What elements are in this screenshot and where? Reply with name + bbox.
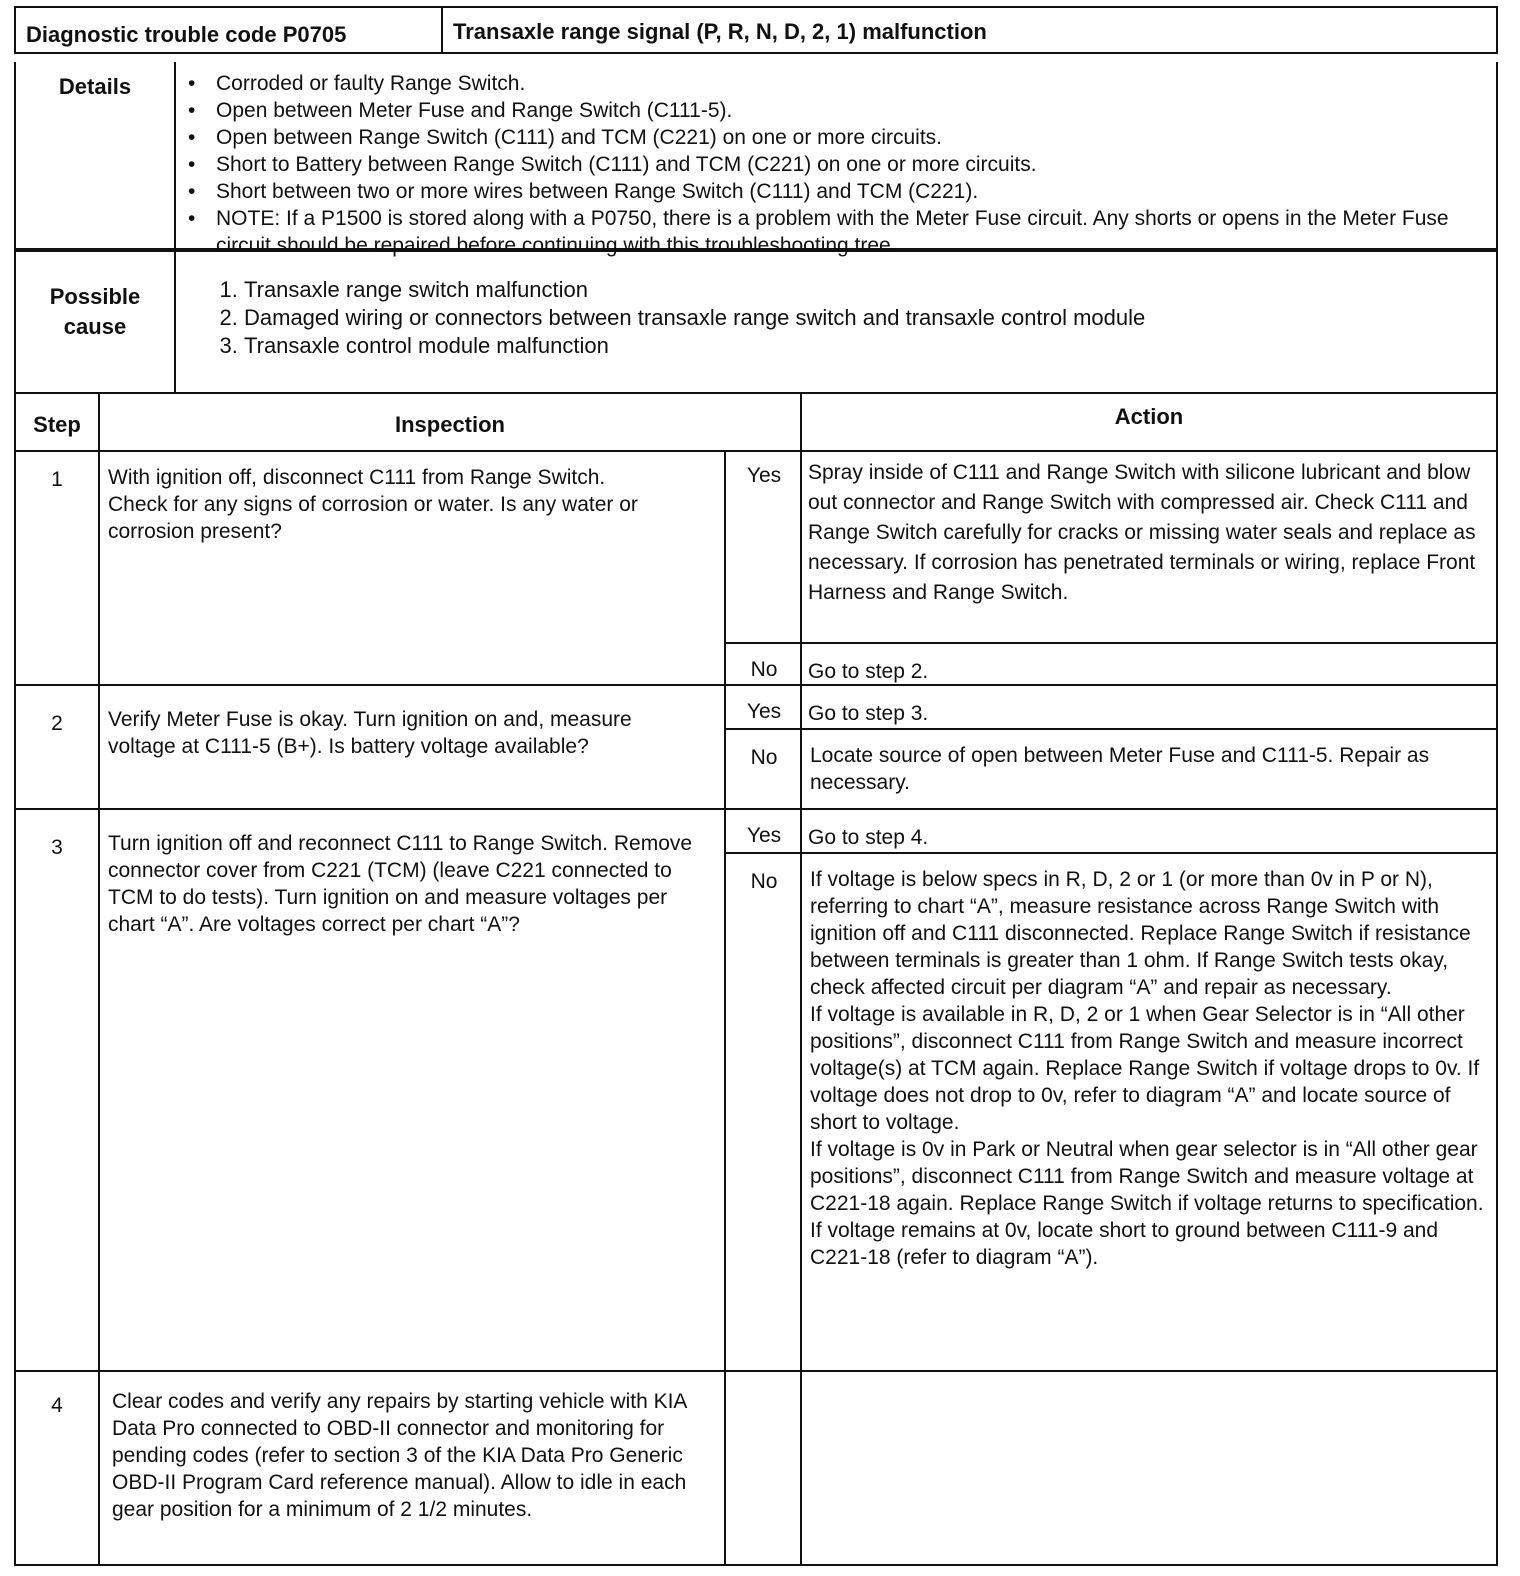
- details-list: [176, 62, 1466, 257]
- no-label: No: [750, 746, 778, 769]
- possible-cause-section: [14, 250, 1498, 394]
- details-section: [14, 62, 1498, 257]
- list-item: • Corroded or faulty Range Switch.: [216, 70, 1466, 97]
- no-label: No: [750, 870, 778, 893]
- col-header-step: Step: [33, 412, 81, 437]
- step-inspection: Turn ignition off and reconnect C111 to Range Switch. Remove connector cover from C221 (TCM) (leave C221 connected to TCM to do tests). Turn ignition on and measure voltages per chart “A”. Are voltages correct per chart “A”?: [108, 832, 693, 936]
- col-header-action: Action: [1114, 404, 1184, 429]
- yes-action: Spray inside of C111 and Range Switch with silicone lubricant and blow out connector and Range Switch with compressed air. Check C111 and Range Switch carefully for cracks or missing water seals and replace as necessary. If corrosion has penetrated terminals or wiring, replace Front Harness and Range Switch.: [808, 461, 1476, 604]
- list-item: • Open between Meter Fuse and Range Switch (C111-5).: [216, 97, 1466, 124]
- dtc-title: Transaxle range signal (P, R, N, D, 2, 1) malfunction: [453, 19, 987, 44]
- list-item: 3. Transaxle control module malfunction: [244, 332, 1145, 360]
- no-action: Locate source of open between Meter Fuse and C111-5. Repair as necessary.: [810, 744, 1430, 794]
- col-header-inspection: Inspection: [394, 412, 505, 437]
- dtc-code: Diagnostic trouble code P0705: [16, 8, 443, 52]
- possible-cause-list: [176, 252, 1145, 392]
- no-label: No: [750, 658, 778, 681]
- possible-cause-label: [16, 252, 176, 392]
- possible-cause-label-line1: Possible: [49, 284, 141, 309]
- yes-action: Go to step 4.: [808, 826, 929, 849]
- step-inspection: Clear codes and verify any repairs by starting vehicle with KIA Data Pro connected to OBD-II connector and monitoring for pending codes (refer to section 3 of the KIA Data Pro Generic OBD-II Program Card reference manual). Allow to idle in each gear position for a minimum of 2 1/2 minutes.: [112, 1390, 687, 1521]
- step-number: 4: [51, 1394, 63, 1417]
- step-number: 3: [51, 836, 63, 859]
- no-action-paragraph: If voltage is 0v in Park or Neutral when gear selector is in “All other gear positions”, disconnect C111 from Range Switch and measure voltage at C221-18 again. Replace Range Switch if voltage returns to specification. If voltage remains at 0v, locate short to ground between C111-9 and C221-18 (refer to diagram “A”).: [810, 1138, 1484, 1269]
- yes-label: Yes: [746, 464, 782, 487]
- step-number: 2: [51, 712, 63, 735]
- step-inspection: With ignition off, disconnect C111 from Range Switch. Check for any signs of corrosion or water. Is any water or corrosion present?: [108, 466, 638, 543]
- step-inspection: Verify Meter Fuse is okay. Turn ignition on and, measure voltage at C111-5 (B+). Is battery voltage available?: [108, 708, 632, 758]
- list-item: • Short between two or more wires between Range Switch (C111) and TCM (C221).: [216, 178, 1466, 205]
- list-item: • NOTE: If a P1500 is stored along with a P0750, there is a problem with the Meter Fuse circuit. Any shorts or opens in the Meter Fuse circuit should be repaired before continuing with this troubleshooting tree.: [216, 205, 1466, 259]
- no-action: Go to step 2.: [808, 660, 929, 683]
- list-item: 2. Damaged wiring or connectors between transaxle range switch and transaxle control module: [244, 304, 1145, 332]
- no-action: [810, 866, 1490, 1271]
- yes-label: Yes: [746, 824, 782, 847]
- yes-label: Yes: [746, 700, 782, 723]
- step-number: 1: [51, 468, 63, 491]
- no-action-paragraph: If voltage is available in R, D, 2 or 1 when Gear Selector is in “All other positions”, disconnect C111 from Range Switch and measure incorrect voltage(s) at TCM again. Replace Range Switch if voltage drops to 0v. If voltage does not drop to 0v, refer to diagram “A” and locate source of short to voltage.: [810, 1003, 1480, 1134]
- details-label: Details: [16, 62, 176, 248]
- yes-action: Go to step 3.: [808, 702, 929, 725]
- dtc-header: [14, 6, 1498, 54]
- list-item: 1. Transaxle range switch malfunction: [244, 276, 1145, 304]
- no-action-paragraph: If voltage is below specs in R, D, 2 or 1 (or more than 0v in P or N), referring to chart “A”, measure resistance across Range Switch with ignition off and C111 disconnected. Replace Range Switch if resistance between terminals is greater than 1 ohm. If Range Switch tests okay, check affected circuit per diagram “A” and repair as necessary.: [810, 868, 1471, 999]
- steps-table: [14, 392, 1498, 1566]
- list-item: • Short to Battery between Range Switch (C111) and TCM (C221) on one or more circuits.: [216, 151, 1466, 178]
- list-item: • Open between Range Switch (C111) and TCM (C221) on one or more circuits.: [216, 124, 1466, 151]
- possible-cause-label-line2: cause: [63, 314, 127, 339]
